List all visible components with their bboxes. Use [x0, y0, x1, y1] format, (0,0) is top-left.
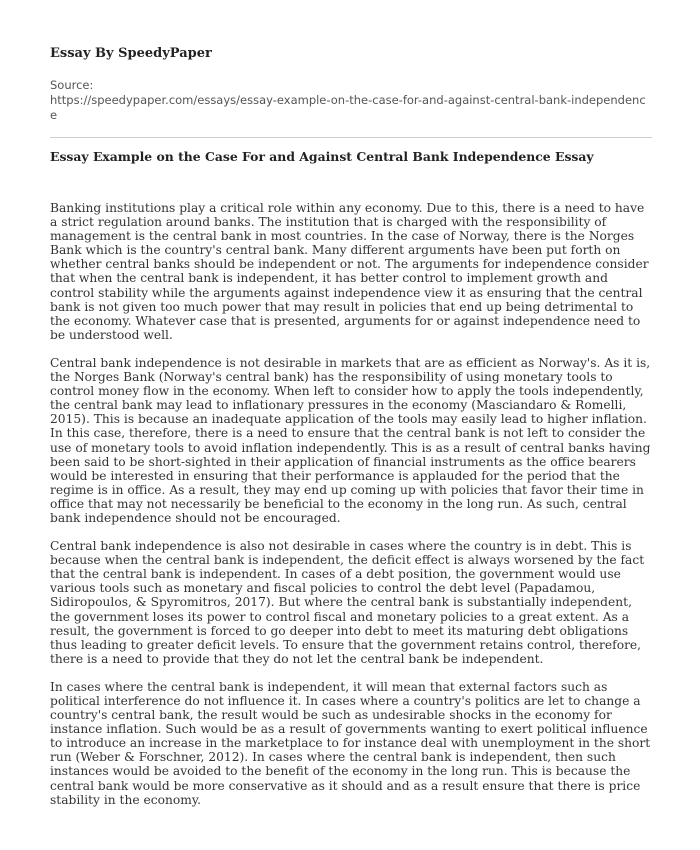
essay-brand-heading: Essay By SpeedyPaper — [50, 46, 212, 61]
header-divider — [50, 137, 652, 138]
essay-body — [50, 201, 652, 821]
source-url-link[interactable]: https://speedypaper.com/essays/essay-example-on-the-case-for-and-against-central-bank-independence — [50, 93, 646, 122]
essay-paragraph-2: Central bank independence is not desirable in markets that are as efficient as Norway's. As it is, the Norges Bank (Norway's central bank) has the responsibility of using monetary tools to control money flow in the economy. When left to consider how to apply the tools independently, the central bank may lead to inflationary pressures in the economy (Masciandaro & Romelli, 2015). This is because an inadequate application of the tools may easily lead to higher inflation. In this case, therefore, there is a need to ensure that the central bank is not left to consider the use of monetary tools to avoid inflation independently. This is as a result of central banks having been said to be short-sighted in their application of financial instruments as the office bearers would be interested in ensuring that their performance is applauded for the period that the regime is in office. As a result, they may end up coming up with policies that favor their time in office that may not necessarily be beneficial to the economy in the long run. As such, central bank independence should not be encouraged. — [50, 355, 651, 525]
source-label: Source: — [50, 78, 94, 92]
source-block — [50, 78, 652, 123]
essay-title: Essay Example on the Case For and Against Central Bank Independence Essay — [50, 149, 594, 164]
essay-paragraph-4: In cases where the central bank is independent, it will mean that external factors such as political interference do not influence it. In cases where a country's politics are let to change a country's central bank, the result would be such as undesirable shocks in the economy for instance inflation. Such would be as a result of governments wanting to exert political influence to introduce an increase in the marketplace to for instance deal with unemployment in the short run (Weber & Forschner, 2012). In cases where the central bank is independent, then such instances would be avoided to the benefit of the economy in the long run. This is because the central bank would be more conservative as it should and as a result ensure that there is price stability in the economy. — [50, 679, 651, 807]
essay-paragraph-1: Banking institutions play a critical role within any economy. Due to this, there is a need to have a strict regulation around banks. The institution that is charged with the responsibility of management is the central bank in most countries. In the case of Norway, there is the Norges Bank which is the country's central bank. Many different arguments have been put forth on whether central banks should be independent or not. The arguments for independence consider that when the central bank is independent, it has better control to implement growth and control stability while the arguments against independence view it as ensuring that the central bank is not given too much power that may result in policies that end up being detrimental to the economy. Whatever case that is presented, arguments for or against independence need to be understood well. — [50, 201, 649, 342]
essay-paragraph-3: Central bank independence is also not desirable in cases where the country is in debt. This is because when the central bank is independent, the deficit effect is always worsened by the fact that the central bank is independent. In cases of a debt position, the government would use various tools such as monetary and fiscal policies to control the debt level (Papadamou, Sidiropoulos, & Spyromitros, 2017). But where the central bank is substantially independent, the government loses its power to control fiscal and monetary policies to a great extent. As a result, the government is forced to go deeper into debt to meet its maturing debt obligations thus leading to greater deficit levels. To ensure that the government retains control, therefore, there is a need to provide that they do not let the central bank be independent. — [50, 539, 645, 666]
